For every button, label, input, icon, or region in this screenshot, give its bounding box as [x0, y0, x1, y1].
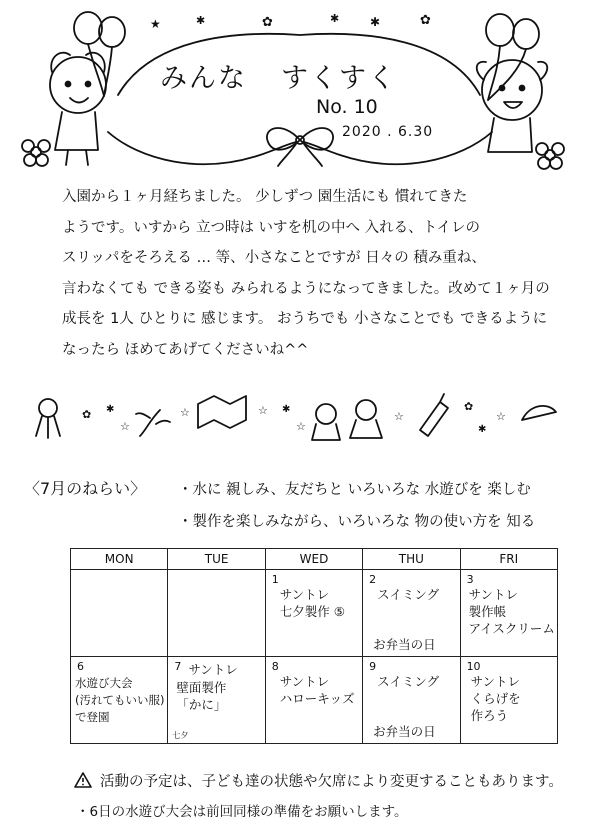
- tanabata-label: 七夕: [172, 731, 189, 740]
- calendar-cell-empty: [168, 570, 265, 657]
- svg-text:✿: ✿: [464, 400, 474, 413]
- svg-text:✿: ✿: [262, 15, 273, 30]
- svg-text:☆: ☆: [496, 410, 506, 423]
- calendar-week-1: [71, 570, 558, 657]
- issue-number: No. 10: [316, 96, 378, 118]
- event-line: くらげを: [470, 691, 521, 706]
- aim-item-2: ・製作を楽しみながら、いろいろな 物の使い方を 知る: [178, 514, 536, 530]
- calendar-cell-day-6: [71, 657, 168, 744]
- calendar-cell-day-1: [265, 570, 362, 657]
- title-part-1: みんな: [160, 63, 247, 94]
- notice-text: 活動の予定は、子ども達の状態や欠席により変更することもあります。: [100, 774, 563, 790]
- event-line: スイミング: [377, 674, 440, 689]
- header-tue: TUE: [168, 549, 265, 570]
- calendar-cell-day-10: [460, 657, 557, 744]
- day-number: 3: [466, 573, 474, 586]
- event-line: 「かに」: [176, 697, 227, 712]
- event-line: 作ろう: [470, 708, 509, 723]
- schedule-change-notice: [74, 770, 563, 791]
- calendar-cell-day-8: [265, 657, 362, 744]
- issue-date: 2020 . 6.30: [342, 124, 434, 140]
- teacher-message: [62, 182, 550, 365]
- message-line: 入園から１ヶ月経ちました。 少しずつ 園生活にも 慣れてきた: [62, 189, 468, 205]
- watermelon-icon: [522, 406, 556, 420]
- calendar-header-row: [71, 549, 558, 570]
- message-line: ようです。いすから 立つ時は いすを机の中へ 入れる、トイレの: [62, 219, 480, 236]
- bamboo-leaf-icon: [136, 410, 170, 436]
- tanzaku-strip-icon: [420, 394, 448, 436]
- event-line: サントレ: [468, 587, 518, 602]
- calendar-cell-day-3: [460, 570, 557, 657]
- hikoboshi-doll-icon: [350, 400, 382, 438]
- day-number: 9: [369, 660, 377, 673]
- day-number: 1: [271, 573, 279, 586]
- event-line: 七夕製作 ⑤: [279, 604, 345, 619]
- header-fri: FRI: [460, 549, 557, 570]
- event-line: サントレ: [279, 587, 330, 602]
- paper-chain-icon: [198, 396, 246, 428]
- event-line: で登園: [75, 710, 110, 724]
- svg-text:☆: ☆: [180, 406, 190, 419]
- girl-character-icon: [50, 53, 106, 165]
- header-thu: THU: [363, 549, 460, 570]
- event-line: 壁面製作: [176, 680, 227, 695]
- calendar-cell-day-2: [363, 570, 460, 657]
- day-number: 8: [271, 660, 279, 673]
- event-line: 製作帳: [468, 604, 507, 619]
- svg-text:✱: ✱: [370, 15, 381, 29]
- svg-text:✱: ✱: [330, 12, 340, 25]
- ribbon-left: [108, 132, 296, 164]
- calendar-cell-day-9: [363, 657, 460, 744]
- aims-heading: 〈7月のねらい〉: [24, 479, 147, 498]
- svg-text:☆: ☆: [120, 420, 130, 433]
- svg-text:☆: ☆: [258, 404, 268, 417]
- event-line: アイスクリーム: [468, 621, 555, 636]
- message-line: スリッパをそろえる … 等、小さなことですが 日々の 積み重ね、: [62, 250, 486, 266]
- message-line: なったら ほめてあげてくださいね^^: [62, 341, 309, 358]
- svg-text:★: ★: [150, 17, 161, 31]
- message-line: 成長を 1人 ひとりに 感じます。 おうちでも 小さなことでも できるように: [62, 311, 548, 327]
- svg-text:✱: ✱: [106, 404, 115, 415]
- svg-text:☆: ☆: [296, 420, 306, 433]
- title-part-2: すくすく: [281, 63, 397, 94]
- event-line: サントレ: [470, 674, 520, 689]
- calendar-cell-day-7: [168, 657, 265, 744]
- orihime-doll-icon: [312, 404, 340, 440]
- message-line: 言わなくても できる姿も みられるようになってきました。改めて１ヶ月の: [62, 280, 550, 297]
- svg-text:☆: ☆: [394, 410, 404, 423]
- preparation-notice: ・6日の水遊び大会は前回同様の準備をお願いします。: [76, 804, 408, 820]
- balloons-right-icon: [486, 14, 539, 100]
- event-line: (汚れてもいい服): [75, 693, 165, 707]
- event-line: スイミング: [377, 587, 440, 602]
- svg-text:✱: ✱: [282, 404, 291, 415]
- event-line: ハローキッズ: [279, 691, 355, 706]
- boy-character-icon: [477, 60, 548, 152]
- svg-text:✱: ✱: [478, 424, 487, 435]
- newsletter-title: [160, 56, 397, 95]
- event-line: サントレ: [279, 674, 330, 689]
- aim-item-1: ・水に 親しみ、友だちと いろいろな 水遊びを 楽しむ: [178, 482, 531, 498]
- calendar-cell-empty: [71, 570, 168, 657]
- day-number: 6: [77, 660, 84, 673]
- flower-right-icon: [536, 143, 564, 169]
- july-calendar: [70, 548, 558, 744]
- flower-left-icon: [22, 140, 50, 166]
- header-mon: MON: [71, 549, 168, 570]
- warning-icon: [74, 772, 92, 788]
- event-line: 水遊び大会: [75, 676, 133, 690]
- day-number: 2: [369, 573, 377, 586]
- bow-icon: [267, 128, 333, 166]
- svg-text:✿: ✿: [420, 13, 431, 28]
- event-line: サントレ: [188, 662, 238, 677]
- header-wed: WED: [265, 549, 362, 570]
- day-number: 7: [174, 660, 182, 673]
- lunch-day-label: お弁当の日: [373, 724, 436, 739]
- lunch-day-label: お弁当の日: [373, 637, 436, 652]
- svg-text:✱: ✱: [196, 14, 206, 27]
- svg-text:✿: ✿: [82, 408, 92, 421]
- tassel-ornament-icon: [36, 399, 60, 438]
- day-number: 10: [466, 660, 481, 673]
- calendar-week-2: [71, 657, 558, 744]
